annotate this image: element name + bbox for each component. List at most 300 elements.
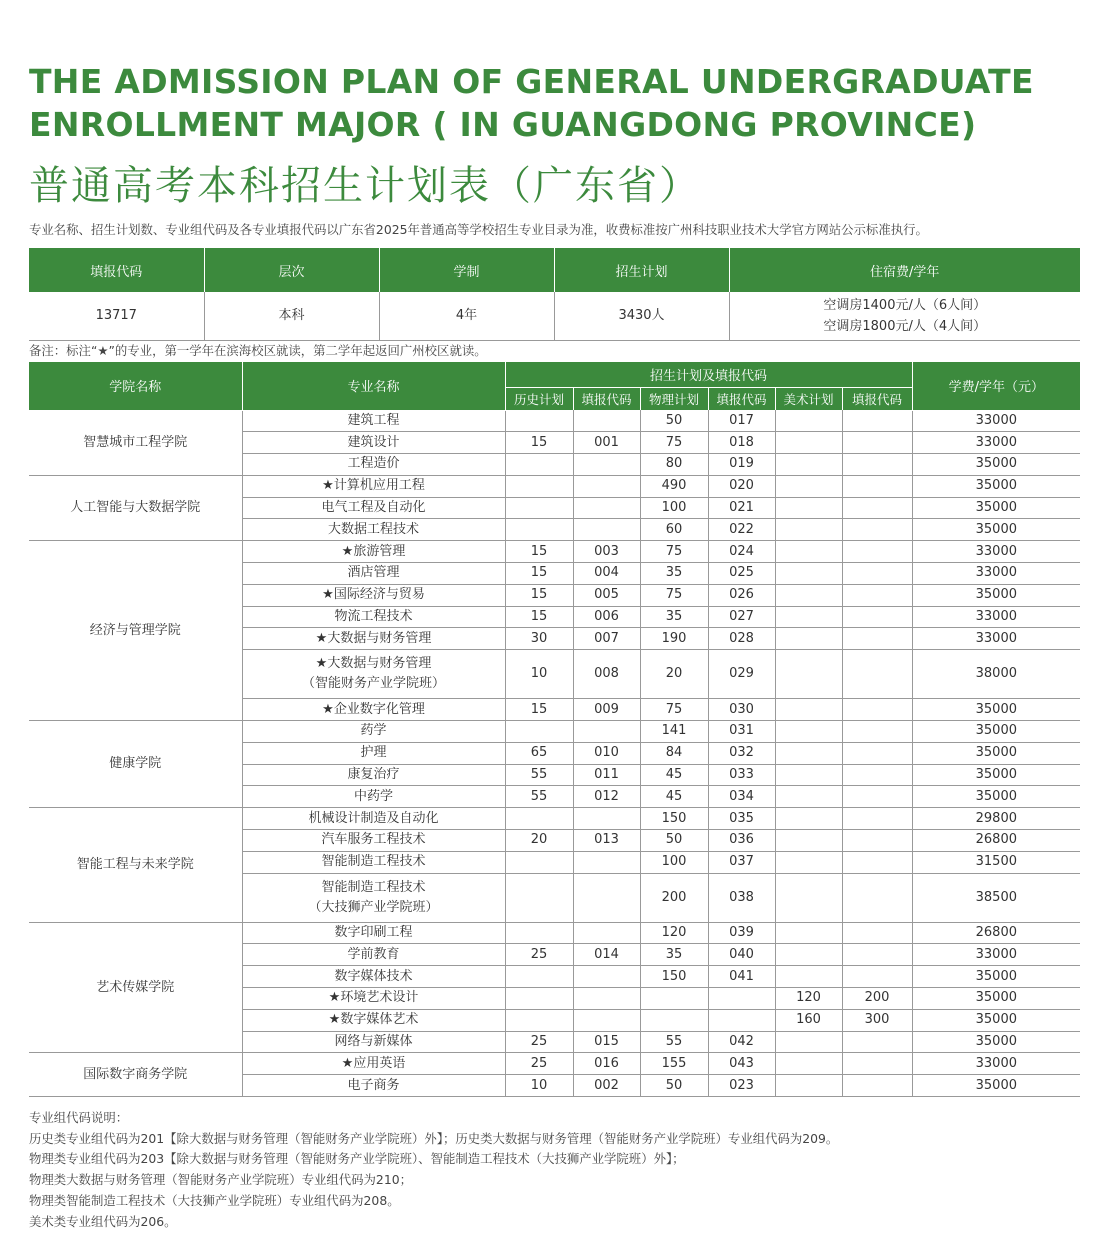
summary-code: 13717 <box>29 292 204 340</box>
history-plan-cell: 20 <box>505 830 573 852</box>
physics-plan-cell: 100 <box>640 851 708 873</box>
summary-duration: 4年 <box>379 292 554 340</box>
physics-code-cell: 040 <box>708 944 775 966</box>
major-cell <box>242 721 505 743</box>
footer-line: 物理类大数据与财务管理（智能财务产业学院班）专业组代码为210； <box>29 1172 412 1188</box>
physics-plan-cell: 100 <box>640 497 708 519</box>
art-plan-cell <box>775 519 842 541</box>
history-plan-cell: 15 <box>505 699 573 721</box>
history-code-cell <box>573 988 640 1010</box>
history-code-cell: 002 <box>573 1075 640 1097</box>
art-code-cell <box>842 584 912 606</box>
major-name-line: 学前教育 <box>347 946 400 962</box>
history-code-cell <box>573 966 640 988</box>
major-cell <box>242 1031 505 1053</box>
major-name-line: 大数据工程技术 <box>327 521 419 537</box>
college-cell: 经济与管理学院 <box>29 541 242 721</box>
major-name-line: 酒店管理 <box>347 565 400 581</box>
history-code-cell: 012 <box>573 786 640 808</box>
history-plan-cell: 25 <box>505 1031 573 1053</box>
fee-cell: 35000 <box>912 699 1080 721</box>
history-code-cell: 009 <box>573 699 640 721</box>
major-name-line: 智能制造工程技术 <box>321 879 426 895</box>
college-cell: 智能工程与未来学院 <box>29 808 242 922</box>
history-plan-cell <box>505 1009 573 1031</box>
history-plan-cell <box>505 497 573 519</box>
physics-plan-cell: 55 <box>640 1031 708 1053</box>
footer-line: 专业组代码说明： <box>29 1110 129 1125</box>
art-code-cell <box>842 519 912 541</box>
major-name-line: ★大数据与财务管理 <box>315 656 432 672</box>
fee-cell: 38000 <box>912 650 1080 699</box>
major-name-line: 电子商务 <box>347 1077 400 1093</box>
history-plan-header: 历史计划 <box>505 387 573 410</box>
physics-code-cell: 029 <box>708 650 775 699</box>
major-cell <box>242 475 505 497</box>
fee-cell: 35000 <box>912 1075 1080 1097</box>
major-name-line: 工程造价 <box>347 456 400 472</box>
major-name-line: ★国际经济与贸易 <box>322 587 425 603</box>
history-code-cell: 001 <box>573 432 640 454</box>
plan-group-header: 招生计划及填报代码 <box>505 362 912 387</box>
major-cell <box>242 808 505 830</box>
art-plan-cell <box>775 541 842 563</box>
fee-cell: 35000 <box>912 519 1080 541</box>
physics-code-cell: 026 <box>708 584 775 606</box>
art-code-cell <box>842 1053 912 1075</box>
physics-code-cell: 041 <box>708 966 775 988</box>
history-plan-cell: 15 <box>505 584 573 606</box>
major-cell <box>242 966 505 988</box>
summary-header: 填报代码 <box>29 248 204 292</box>
art-code-cell <box>842 497 912 519</box>
physics-code-cell: 020 <box>708 475 775 497</box>
dorm-fee-line: 空调房1800元/人（4人间） <box>823 318 987 334</box>
fee-cell: 35000 <box>912 1031 1080 1053</box>
history-code-cell: 006 <box>573 606 640 628</box>
major-name-line: 康复治疗 <box>347 767 400 783</box>
physics-plan-cell: 200 <box>640 873 708 922</box>
fee-cell: 29800 <box>912 808 1080 830</box>
major-cell <box>242 628 505 650</box>
history-plan-cell: 15 <box>505 541 573 563</box>
english-title-line: THE ADMISSION PLAN OF GENERAL UNDERGRADUATE <box>29 62 1034 101</box>
major-cell <box>242 563 505 585</box>
art-code-cell <box>842 944 912 966</box>
college-cell: 智慧城市工程学院 <box>29 410 242 475</box>
college-cell: 艺术传媒学院 <box>29 922 242 1053</box>
physics-plan-cell: 150 <box>640 808 708 830</box>
major-cell <box>242 988 505 1010</box>
fee-cell: 33000 <box>912 944 1080 966</box>
fee-cell: 33000 <box>912 628 1080 650</box>
physics-plan-cell: 490 <box>640 475 708 497</box>
physics-code-cell <box>708 988 775 1010</box>
major-cell <box>242 944 505 966</box>
major-name-line: 智能制造工程技术 <box>321 854 426 870</box>
art-code-cell <box>842 830 912 852</box>
art-code-cell <box>842 1075 912 1097</box>
footer-line: 美术类专业组代码为206。 <box>29 1213 177 1229</box>
history-code-cell <box>573 497 640 519</box>
fee-cell: 33000 <box>912 563 1080 585</box>
physics-plan-cell: 190 <box>640 628 708 650</box>
major-name-line: 物流工程技术 <box>334 609 413 625</box>
history-plan-cell: 10 <box>505 1075 573 1097</box>
major-cell <box>242 650 505 699</box>
fee-cell: 26800 <box>912 922 1080 944</box>
major-name-line: （大技狮产业学院班） <box>308 899 439 915</box>
footer-line: 物理类专业组代码为203【除大数据与财务管理（智能财务产业学院班）、智能制造工程技术（大技狮产业学院班）外】； <box>29 1151 685 1167</box>
physics-code-cell: 037 <box>708 851 775 873</box>
history-code-cell: 004 <box>573 563 640 585</box>
physics-code-cell: 032 <box>708 742 775 764</box>
plan-table-body <box>29 410 1080 1097</box>
physics-plan-cell: 45 <box>640 786 708 808</box>
fee-cell: 33000 <box>912 410 1080 432</box>
fee-cell: 33000 <box>912 541 1080 563</box>
art-code-cell <box>842 432 912 454</box>
major-name-line: 建筑工程 <box>347 412 400 428</box>
art-plan-cell: 160 <box>775 1009 842 1031</box>
major-cell <box>242 830 505 852</box>
history-code-cell: 016 <box>573 1053 640 1075</box>
art-code-cell <box>842 851 912 873</box>
fee-cell: 38500 <box>912 873 1080 922</box>
major-name-line: 电气工程及自动化 <box>321 500 426 516</box>
table-row <box>29 541 1080 563</box>
major-name-line: （智能财务产业学院班） <box>301 676 445 692</box>
physics-code-cell: 043 <box>708 1053 775 1075</box>
art-code-cell <box>842 1031 912 1053</box>
fee-cell: 35000 <box>912 1009 1080 1031</box>
english-title <box>29 60 1079 146</box>
fee-cell: 35000 <box>912 764 1080 786</box>
major-name-line: ★企业数字化管理 <box>322 701 425 717</box>
major-name-line: ★环境艺术设计 <box>328 990 419 1006</box>
physics-plan-cell: 150 <box>640 966 708 988</box>
history-code-cell: 010 <box>573 742 640 764</box>
art-code-cell <box>842 410 912 432</box>
physics-plan-cell: 141 <box>640 721 708 743</box>
history-code-cell: 011 <box>573 764 640 786</box>
physics-code-cell <box>708 1009 775 1031</box>
history-code-cell <box>573 873 640 922</box>
physics-code-cell: 021 <box>708 497 775 519</box>
history-code-cell: 015 <box>573 1031 640 1053</box>
major-cell <box>242 410 505 432</box>
art-plan-cell <box>775 830 842 852</box>
art-plan-cell <box>775 1075 842 1097</box>
history-code-cell <box>573 851 640 873</box>
art-plan-cell <box>775 584 842 606</box>
history-code-cell <box>573 1009 640 1031</box>
physics-plan-cell: 75 <box>640 584 708 606</box>
physics-code-cell: 038 <box>708 873 775 922</box>
art-plan-cell <box>775 742 842 764</box>
history-plan-cell: 65 <box>505 742 573 764</box>
art-plan-cell <box>775 650 842 699</box>
art-code-cell <box>842 475 912 497</box>
major-cell <box>242 786 505 808</box>
history-plan-cell: 15 <box>505 563 573 585</box>
art-code-cell <box>842 808 912 830</box>
dorm-fee-line: 空调房1400元/人（6人间） <box>823 297 987 313</box>
history-plan-cell <box>505 410 573 432</box>
history-plan-cell <box>505 966 573 988</box>
major-cell <box>242 1053 505 1075</box>
history-code-cell: 014 <box>573 944 640 966</box>
physics-plan-cell: 155 <box>640 1053 708 1075</box>
star-remark: 备注：标注“★”的专业，第一学年在滨海校区就读，第二学年起返回广州校区就读。 <box>29 343 487 358</box>
physics-code-cell: 027 <box>708 606 775 628</box>
art-plan-header: 美术计划 <box>775 387 842 410</box>
physics-plan-cell: 50 <box>640 410 708 432</box>
history-plan-cell: 25 <box>505 944 573 966</box>
art-code-cell <box>842 873 912 922</box>
art-plan-cell <box>775 454 842 476</box>
history-code-cell: 003 <box>573 541 640 563</box>
college-cell: 人工智能与大数据学院 <box>29 475 242 540</box>
major-name-line: 数字媒体技术 <box>334 968 413 984</box>
art-plan-cell <box>775 475 842 497</box>
physics-plan-cell: 75 <box>640 699 708 721</box>
history-code-cell <box>573 475 640 497</box>
art-plan-cell <box>775 1053 842 1075</box>
major-cell <box>242 519 505 541</box>
art-plan-cell <box>775 699 842 721</box>
art-plan-cell <box>775 628 842 650</box>
physics-plan-cell: 35 <box>640 606 708 628</box>
art-plan-cell <box>775 808 842 830</box>
fee-header: 学费/学年（元） <box>912 362 1080 410</box>
physics-plan-cell: 84 <box>640 742 708 764</box>
major-cell <box>242 922 505 944</box>
physics-code-header: 填报代码 <box>708 387 775 410</box>
major-cell <box>242 699 505 721</box>
footer-line: 物理类智能制造工程技术（大技狮产业学院班）专业组代码为208。 <box>29 1192 400 1208</box>
major-name-line: 建筑设计 <box>347 434 400 450</box>
major-cell <box>242 1075 505 1097</box>
major-cell <box>242 541 505 563</box>
history-plan-cell <box>505 988 573 1010</box>
summary-dorm <box>729 292 1080 340</box>
art-code-cell: 300 <box>842 1009 912 1031</box>
art-plan-cell <box>775 432 842 454</box>
major-cell <box>242 584 505 606</box>
history-code-cell <box>573 410 640 432</box>
physics-plan-cell: 50 <box>640 1075 708 1097</box>
fee-cell: 35000 <box>912 966 1080 988</box>
table-row <box>29 475 1080 497</box>
history-code-cell <box>573 519 640 541</box>
fee-cell: 35000 <box>912 584 1080 606</box>
history-plan-cell <box>505 475 573 497</box>
major-cell <box>242 851 505 873</box>
major-cell <box>242 432 505 454</box>
art-code-cell <box>842 563 912 585</box>
history-plan-cell <box>505 721 573 743</box>
physics-code-cell: 030 <box>708 699 775 721</box>
art-code-header: 填报代码 <box>842 387 912 410</box>
summary-plan: 3430人 <box>554 292 729 340</box>
group-code-notes <box>29 1108 838 1232</box>
college-header: 学院名称 <box>29 362 242 410</box>
art-code-cell <box>842 966 912 988</box>
art-code-cell <box>842 699 912 721</box>
art-code-cell <box>842 764 912 786</box>
art-code-cell: 200 <box>842 988 912 1010</box>
history-plan-cell: 15 <box>505 606 573 628</box>
physics-code-cell: 022 <box>708 519 775 541</box>
art-plan-cell <box>775 944 842 966</box>
history-code-cell <box>573 454 640 476</box>
footer-line: 历史类专业组代码为201【除大数据与财务管理（智能财务产业学院班）外】；历史类大数据与财务管理（智能财务产业学院班）专业组代码为209。 <box>29 1130 839 1146</box>
fee-cell: 35000 <box>912 497 1080 519</box>
fee-cell: 33000 <box>912 1053 1080 1075</box>
art-plan-cell: 120 <box>775 988 842 1010</box>
physics-code-cell: 023 <box>708 1075 775 1097</box>
major-cell <box>242 454 505 476</box>
major-name-line: ★数字媒体艺术 <box>328 1012 419 1028</box>
art-code-cell <box>842 721 912 743</box>
major-cell <box>242 764 505 786</box>
fee-cell: 26800 <box>912 830 1080 852</box>
major-cell <box>242 742 505 764</box>
history-code-header: 填报代码 <box>573 387 640 410</box>
history-code-cell: 008 <box>573 650 640 699</box>
history-plan-cell <box>505 922 573 944</box>
art-plan-cell <box>775 873 842 922</box>
art-plan-cell <box>775 1031 842 1053</box>
art-plan-cell <box>775 606 842 628</box>
history-code-cell <box>573 721 640 743</box>
table-row <box>29 410 1080 432</box>
art-code-cell <box>842 786 912 808</box>
table-row <box>29 1053 1080 1075</box>
major-cell <box>242 873 505 922</box>
summary-table <box>29 248 1080 341</box>
art-plan-cell <box>775 851 842 873</box>
college-cell: 健康学院 <box>29 721 242 808</box>
physics-plan-cell: 60 <box>640 519 708 541</box>
art-code-cell <box>842 454 912 476</box>
history-plan-cell: 55 <box>505 764 573 786</box>
major-name-line: 网络与新媒体 <box>334 1034 413 1050</box>
table-row <box>29 808 1080 830</box>
physics-plan-cell: 20 <box>640 650 708 699</box>
history-plan-cell: 55 <box>505 786 573 808</box>
english-title-line: ENROLLMENT MAJOR ( IN GUANGDONG PROVINCE) <box>29 105 977 144</box>
history-code-cell: 013 <box>573 830 640 852</box>
fee-cell: 35000 <box>912 988 1080 1010</box>
art-code-cell <box>842 650 912 699</box>
art-code-cell <box>842 922 912 944</box>
summary-header: 学制 <box>379 248 554 292</box>
history-plan-cell: 10 <box>505 650 573 699</box>
history-plan-cell <box>505 454 573 476</box>
major-cell <box>242 497 505 519</box>
history-code-cell: 007 <box>573 628 640 650</box>
physics-code-cell: 034 <box>708 786 775 808</box>
summary-header: 住宿费/学年 <box>729 248 1080 292</box>
admission-plan-table <box>29 362 1080 1097</box>
physics-plan-cell: 75 <box>640 541 708 563</box>
physics-plan-cell <box>640 1009 708 1031</box>
fee-cell: 31500 <box>912 851 1080 873</box>
physics-code-cell: 033 <box>708 764 775 786</box>
physics-code-cell: 018 <box>708 432 775 454</box>
art-code-cell <box>842 606 912 628</box>
art-plan-cell <box>775 410 842 432</box>
physics-code-cell: 035 <box>708 808 775 830</box>
fee-cell: 35000 <box>912 454 1080 476</box>
art-plan-cell <box>775 966 842 988</box>
physics-plan-cell: 120 <box>640 922 708 944</box>
history-plan-cell <box>505 519 573 541</box>
physics-plan-cell <box>640 988 708 1010</box>
fee-cell: 35000 <box>912 742 1080 764</box>
fee-cell: 33000 <box>912 606 1080 628</box>
history-code-cell <box>573 922 640 944</box>
major-name-line: ★大数据与财务管理 <box>315 630 432 646</box>
summary-header: 层次 <box>204 248 379 292</box>
physics-plan-cell: 35 <box>640 944 708 966</box>
art-code-cell <box>842 628 912 650</box>
art-plan-cell <box>775 497 842 519</box>
physics-code-cell: 025 <box>708 563 775 585</box>
major-name-line: 汽车服务工程技术 <box>321 832 426 848</box>
art-code-cell <box>842 541 912 563</box>
history-code-cell: 005 <box>573 584 640 606</box>
physics-plan-cell: 45 <box>640 764 708 786</box>
art-plan-cell <box>775 563 842 585</box>
physics-code-cell: 024 <box>708 541 775 563</box>
physics-plan-cell: 80 <box>640 454 708 476</box>
art-code-cell <box>842 742 912 764</box>
major-name-line: ★计算机应用工程 <box>322 478 425 494</box>
physics-plan-cell: 50 <box>640 830 708 852</box>
physics-code-cell: 042 <box>708 1031 775 1053</box>
physics-code-cell: 031 <box>708 721 775 743</box>
major-name-line: 数字印刷工程 <box>334 925 413 941</box>
fee-cell: 35000 <box>912 475 1080 497</box>
art-plan-cell <box>775 786 842 808</box>
history-plan-cell: 30 <box>505 628 573 650</box>
major-name-line: 护理 <box>360 745 387 761</box>
art-plan-cell <box>775 922 842 944</box>
art-plan-cell <box>775 764 842 786</box>
major-header: 专业名称 <box>242 362 505 410</box>
major-name-line: 机械设计制造及自动化 <box>308 810 439 826</box>
summary-header: 招生计划 <box>554 248 729 292</box>
physics-plan-cell: 75 <box>640 432 708 454</box>
physics-plan-cell: 35 <box>640 563 708 585</box>
history-plan-cell <box>505 851 573 873</box>
history-plan-cell: 15 <box>505 432 573 454</box>
physics-code-cell: 019 <box>708 454 775 476</box>
major-cell <box>242 606 505 628</box>
physics-code-cell: 039 <box>708 922 775 944</box>
major-cell <box>242 1009 505 1031</box>
fee-cell: 35000 <box>912 721 1080 743</box>
table-row <box>29 721 1080 743</box>
physics-plan-header: 物理计划 <box>640 387 708 410</box>
history-plan-cell <box>505 873 573 922</box>
chinese-title: 普通高考本科招生计划表（广东省） <box>29 163 701 209</box>
physics-code-cell: 028 <box>708 628 775 650</box>
history-code-cell <box>573 808 640 830</box>
